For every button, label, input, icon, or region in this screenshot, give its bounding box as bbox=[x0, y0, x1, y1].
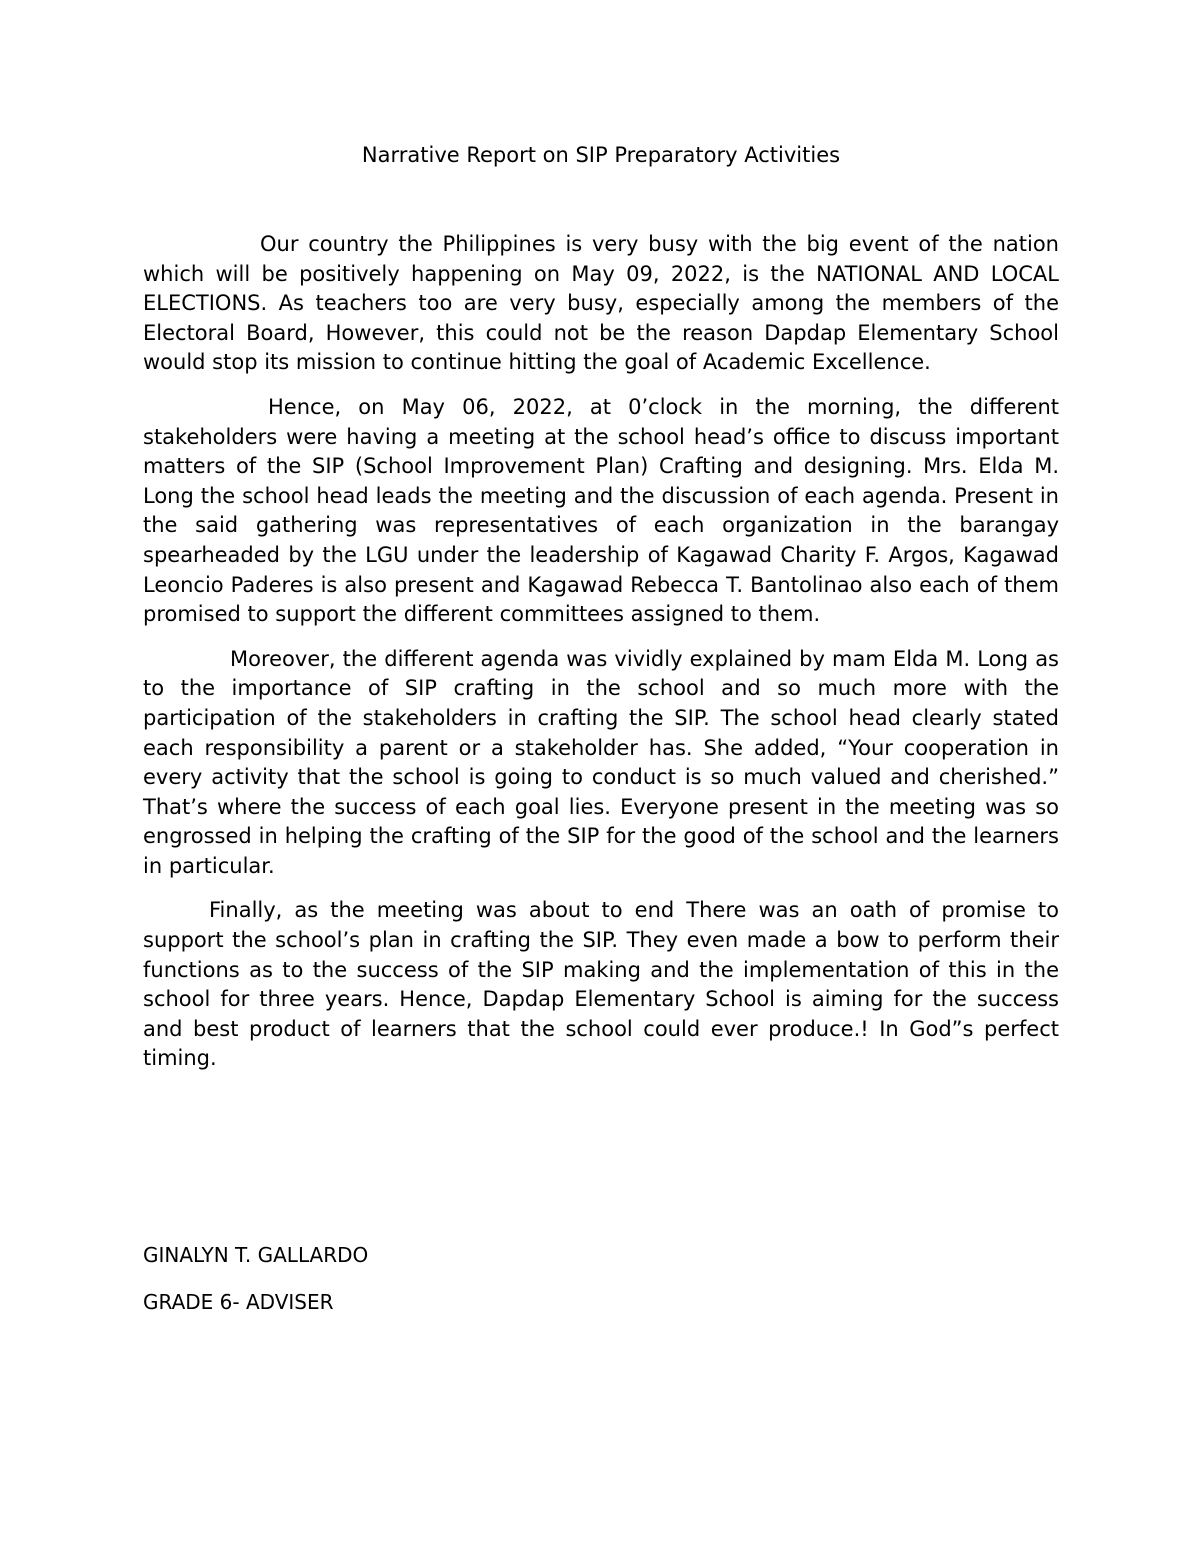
document-body bbox=[143, 140, 1059, 1089]
signatory-position: GRADE 6- ADVISER bbox=[143, 1290, 334, 1314]
paragraph-elections: Our country the Philippines is very busy with the big event of the nation which will be positively happening on May 09, 2022, is the NATIONAL AND LOCAL ELECTIONS. As teachers too are very busy, especially among the members of the Electoral Board, However, this could not be the reason Dapdap Elementary School would stop its mission to continue hitting the goal of Academic Excellence. bbox=[143, 232, 1059, 375]
signatory-name: GINALYN T. GALLARDO bbox=[143, 1243, 369, 1267]
paragraph-oath: Finally, as the meeting was about to end There was an oath of promise to support the school’s plan in crafting the SIP. They even made a bow to perform their functions as to the success of the SIP making and the implementation of this in the school for three years. Hence, Dapdap Elementary School is aiming for the success and best product of learners that the school could ever produce.! In God”s perfect timing. bbox=[143, 898, 1059, 1071]
paragraph-agenda: Moreover, the different agenda was vividly explained by mam Elda M. Long as to the importance of SIP crafting in the school and so much more with the participation of the stakeholders in crafting the SIP. The school head clearly stated each responsibility a parent or a stakeholder has. She added, “Your cooperation in every activity that the school is going to conduct is so much valued and cherished.” That’s where the success of each goal lies. Everyone present in the meeting was so engrossed in helping the crafting of the SIP for the good of the school and the learners in particular. bbox=[143, 646, 1059, 878]
paragraph-meeting: Hence, on May 06, 2022, at 0’clock in the morning, the different stakeholders were having a meeting at the school head’s office to discuss important matters of the SIP (School Improvement Plan) Crafting and designing. Mrs. Elda M. Long the school head leads the meeting and the discussion of each agenda. Present in the said gathering was representatives of each organization in the barangay spearheaded by the LGU under the leadership of Kagawad Charity F. Argos, Kagawad Leoncio Paderes is also present and Kagawad Rebecca T. Bantolinao also each of them promised to support the different committees assigned to them. bbox=[143, 394, 1059, 627]
page-title: Narrative Report on SIP Preparatory Activities bbox=[361, 143, 841, 167]
